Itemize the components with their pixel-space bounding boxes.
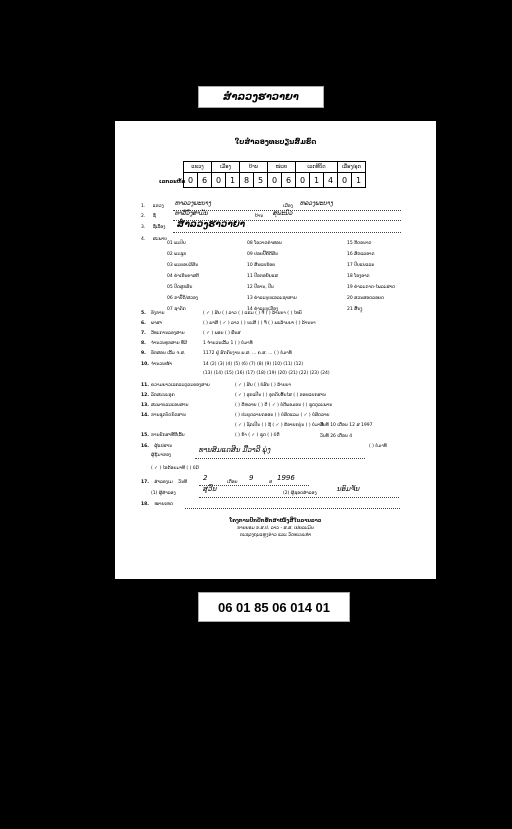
section-line-14b: ( ✓ ) ຊັດເປີນ ( ) ຊີ ( ✓ ) ຮ້ອາຍກບຸ່ນ ( ) ບໍ່ມາທີ bbox=[235, 423, 324, 428]
option-item: 18 ໂອງອາດ bbox=[347, 274, 370, 279]
code-digit: 6 bbox=[198, 173, 212, 188]
footer-line-1: ໂຄງການປົກປັກຮັກສາໜັງສືໃບລານລາວ bbox=[229, 518, 322, 524]
field-2-value: ທາລີວົງສາມັນ bbox=[175, 210, 209, 217]
field-1-value2: ຫລວງພະບາງ bbox=[300, 200, 334, 207]
header-label: ສຳລວງຮາວາຍາ bbox=[198, 86, 324, 108]
code-digit: 5 bbox=[254, 173, 268, 188]
field-label: ແຂວງ bbox=[152, 204, 164, 209]
code-digit: 0 bbox=[338, 173, 352, 188]
rule bbox=[173, 232, 401, 233]
rule bbox=[185, 508, 400, 509]
option-item: 20 ສວນສອດລອຍດ bbox=[347, 296, 385, 301]
field-16-label2: ຜູ້ຮຸ້ມາຂອງ bbox=[151, 453, 172, 458]
recorder-1-value: ສູວີນ bbox=[203, 485, 217, 493]
option-item: 15 ກີດອນາດ bbox=[347, 241, 372, 246]
section-line-11: 11. ຄວາມຍາວເລກລະດຸລະຄອງສານ ( ✓ ) ສັນ ( ) ບໍ່ສົນ ( ) ລ້ານນາ bbox=[141, 383, 291, 388]
options-col-1 bbox=[167, 238, 199, 315]
form-title: ໃບສຳລອງທະບຽນສົມຣົດ bbox=[234, 138, 317, 146]
field-number: 4. bbox=[141, 237, 146, 242]
section-line-14: 14. ການຊຸດບົດກົດສານ ( ) ປະຍຸດລາຍດອອນ ( ) ບໍ່ສັດແລມ ( ✓ ) ບໍ່ສົດລາຍ bbox=[141, 413, 330, 418]
footer-line-2: ການຍອມ ຂ.ສ.ປ. ລາວ - ສ.ສ. ເຢຍລະມັນ bbox=[237, 526, 314, 531]
section-line-8: 8. ຈຳນວນທຸກສານ ທີ່ມີ 1 ຈຳນວນເລີ້ມ 1 ( ) ບໍ່ມາທີ bbox=[141, 341, 253, 346]
option-item: 04 ຄຳເນີນຄາສຕີ bbox=[167, 274, 199, 279]
rule bbox=[199, 497, 399, 498]
section-line-9: 9. ອັກສອນ ເລີ້ມ ຈ.ສ. 1172 ຢູ່ ສົດກັບງານ ພ.ສ. ... ຄ.ສ. ... ( ) ບໍ່ມາທີ bbox=[141, 351, 292, 356]
date-line: ວັນທີ 10 ເດືອນ 12 ສ 1997 bbox=[320, 423, 373, 428]
code-label: ເລກລະຫັດ bbox=[159, 179, 186, 185]
section-line-13: 13. ສະພາບລະແອນສານ ( ) ດີຫລາຍ ( ) ດີ ( ✓ ) ບໍ່ດີພອມອນ ( ) ຊຸດດຸລະພານ bbox=[141, 403, 333, 408]
section-line-10: 10. ຈຳນວນໜ້າ 14 (2) (3) (4) (5) (6) (7) (8) (9) (10) (11) (12) bbox=[141, 362, 304, 367]
rule bbox=[195, 458, 365, 459]
option-item: 07 ຊາດັກ bbox=[167, 307, 186, 312]
field-17-year: 1996 bbox=[277, 474, 295, 482]
option-item: 08 ໂອວາດຄຳສອນ bbox=[247, 241, 282, 246]
option-item: 06 ຂາປີ້ດິ/ສວອງ bbox=[167, 296, 199, 301]
section-line-5: 5. ອົງການ ( ✓ ) ສັນ ( ) ລາວ ( ) ແຮມ ( ) ຈີ ( ) ລ້ານນາ ( ) ໄທຍ໌ bbox=[141, 311, 302, 316]
date-line-2: ວັນທີ 26 ເດືອນ 4 bbox=[320, 434, 353, 439]
field-label: ສະພາບ bbox=[152, 237, 168, 242]
field-4 bbox=[141, 237, 167, 242]
code-header: ແຂວງ bbox=[184, 162, 212, 173]
field-1-label2: ເມືອງ bbox=[283, 204, 293, 209]
code-header: ໜ່ວຍ bbox=[268, 162, 296, 173]
option-item: 16 ສີດແລອາດ bbox=[347, 252, 375, 257]
option-item: 17 ປິບແບແລນ bbox=[347, 263, 375, 268]
record-form bbox=[115, 121, 436, 579]
field-16-value: ທານສົມແດສີນ ມື້ວາລີ ພຸ່ງ bbox=[199, 446, 271, 454]
field-16-right: ( ) ບໍ່ມາທີ bbox=[369, 444, 387, 449]
field-1 bbox=[141, 204, 164, 209]
code-digit: 0 bbox=[212, 173, 226, 188]
field-1-value: ຫາລວງພະບາງ bbox=[175, 200, 212, 207]
code-header: ບ້ານ bbox=[240, 162, 268, 173]
field-number: 2. bbox=[141, 214, 146, 219]
field-17-month: 9 bbox=[249, 474, 254, 482]
code-digit: 6 bbox=[282, 173, 296, 188]
code-header: ເລກທີບັດ bbox=[296, 162, 338, 173]
option-item: 03 ພະຍອບມີສັນ bbox=[167, 263, 199, 268]
field-number: 1. bbox=[141, 204, 146, 209]
code-digit: 8 bbox=[240, 173, 254, 188]
code-digit: 0 bbox=[268, 173, 282, 188]
field-3-value: ສຳລວງຮາວາຍາ bbox=[177, 220, 246, 230]
option-item: 09 ປອຍປີ້ຄີດີສັນ bbox=[247, 252, 278, 257]
code-header: ເລື່ອງ/ອຸກ bbox=[338, 162, 366, 173]
code-digit: 1 bbox=[310, 173, 324, 188]
field-17-day: 2 bbox=[203, 474, 208, 482]
section-line-12: 12. ລັກສະນະອຸກ ( ✓ ) ອຸກແປີນ ( ) ອຸກດັບອີ້ນໄສ ( ) ຂອບແຍກສານ bbox=[141, 393, 327, 398]
section-line-7: 7. ວີທະການລອງສານ ( ✓ ) ພອນ ( ) ພືນສ bbox=[141, 331, 241, 336]
options-col-2 bbox=[247, 238, 297, 315]
option-item: 11 ປີອກອນີຍແສ bbox=[247, 274, 278, 279]
options-col-3 bbox=[347, 238, 395, 315]
section-line-10b: (13) (14) (15) (16) (17) (18) (19) (20) (21) (22) (23) (24) bbox=[203, 371, 330, 376]
option-item: 21 ສີ້ນງູ bbox=[347, 307, 363, 312]
section-line-15: 15. ການຮັກສາທີ່ນີ້ເລີ້ນ ( ) ນ້ຳ ( ✓ ) ຊຸດ ( ) ບໍ່ດີ bbox=[141, 433, 280, 438]
section-line-6: 6. ພາສາ ( ) ພາສີ ( ✓ ) ລາວ ( ) ນະສີ ( ) ຈີ ( ) ພະລ້ານນາ ( ) ລ້ານນາ bbox=[141, 321, 316, 326]
field-3 bbox=[141, 225, 165, 230]
field-2-label2: ບ້ານ bbox=[255, 214, 264, 219]
recorder-2-label: (2) ຜູ້ຊອດສຳລອງ bbox=[283, 491, 317, 496]
field-17-year-label: ສ bbox=[269, 480, 273, 485]
option-item: 12 ປີອານ, ປີນ bbox=[247, 285, 274, 290]
option-item: 05 ປິດສູກສັນ bbox=[167, 285, 193, 290]
field-2-value2: ສຸພະນົວ bbox=[273, 210, 293, 217]
option-item: 19 ຄຳລະດາດ-ໄພລະສາດ bbox=[347, 285, 396, 290]
option-item: 13 ຄຳລະບຸບແອລະຊາສານ bbox=[247, 296, 297, 301]
code-digit: 1 bbox=[226, 173, 240, 188]
code-digit: 1 bbox=[352, 173, 366, 188]
code-table bbox=[183, 161, 366, 188]
field-2 bbox=[141, 214, 156, 219]
option-item: 14 ຄຳລະບຸເມືອງ bbox=[247, 307, 279, 312]
field-label: ຊື່ bbox=[152, 214, 156, 219]
field-17: 17. ສຳລອງເມ ວັນທີ bbox=[141, 480, 188, 485]
code-digit: 0 bbox=[184, 173, 198, 188]
option-item: 10 ສີນແຍນ້ອຍ bbox=[247, 263, 276, 268]
option-item: 02 ພະຊຸກ bbox=[167, 252, 187, 257]
field-18: 18. ໝາຍເຫດ bbox=[141, 502, 173, 507]
field-number: 3. bbox=[141, 225, 146, 230]
recorder-1-label: (1) ຜູ້ສຳລອງ bbox=[151, 491, 176, 496]
code-digit: 4 bbox=[324, 173, 338, 188]
field-label: ຊື່ເລື່ອງ bbox=[152, 225, 166, 230]
recorder-2-value: ນອົມຈັນ bbox=[337, 485, 360, 493]
check-none: ( ✓ ) ໄອດ້ອນມາທີ ( ) ບໍ່ມີ bbox=[151, 466, 199, 471]
footer-line-3: ກະຊວງຖະແຫຼງຂ່າວ ແລະ ວັດທະນະທຳ bbox=[239, 533, 312, 538]
code-header: ເມືອງ bbox=[212, 162, 240, 173]
option-item: 01 ພະປົບ bbox=[167, 241, 186, 246]
code-number-label: 06 01 85 06 014 01 bbox=[198, 592, 350, 622]
field-17-month-label: ເດືອນ bbox=[227, 480, 238, 485]
field-16: 16. ຜູ້ແປສານ bbox=[141, 444, 173, 449]
code-digit: 0 bbox=[296, 173, 310, 188]
